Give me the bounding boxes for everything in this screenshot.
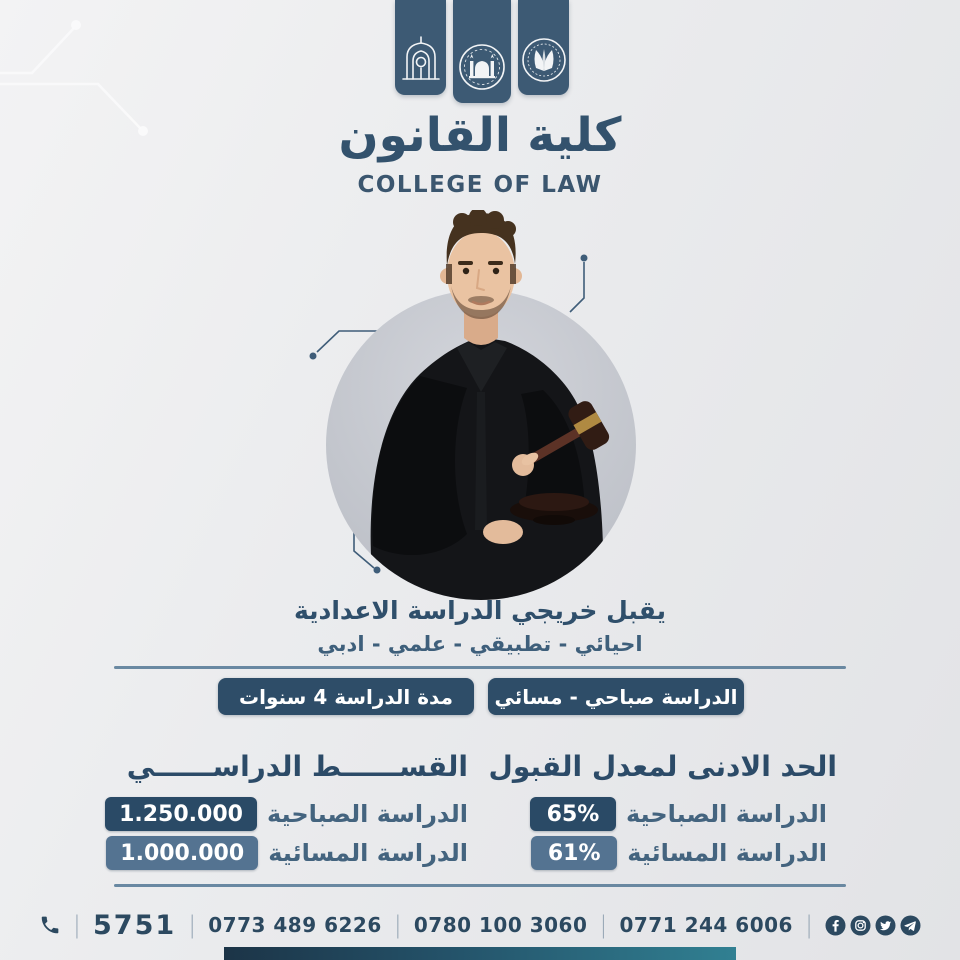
separator: | xyxy=(804,911,814,939)
separator: | xyxy=(599,911,608,939)
ministry-round-emblem-icon xyxy=(521,37,567,83)
ribbon-logo-right xyxy=(518,0,569,95)
judge-portrait xyxy=(317,210,647,602)
admission-morning-label: الدراسة الصباحية xyxy=(626,800,827,828)
admission-row-morning xyxy=(530,797,827,831)
bottom-accent-bar xyxy=(224,947,736,960)
separator: | xyxy=(188,911,197,939)
study-duration-badge: مدة الدراسة 4 سنوات xyxy=(218,678,474,715)
study-time-badge: الدراسة صباحي - مسائي xyxy=(488,678,744,715)
ribbon-logo-middle xyxy=(453,0,511,103)
admission-evening-label: الدراسة المسائية xyxy=(627,839,827,867)
contact-bar xyxy=(0,908,960,942)
tuition-evening-label: الدراسة المسائية xyxy=(268,839,468,867)
short-phone-number: 5751 xyxy=(93,909,177,941)
phone-icon xyxy=(39,914,61,936)
ribbon-logo-left xyxy=(395,0,446,95)
tuition-morning-value: 1.250.000 xyxy=(105,797,257,831)
admission-row-evening xyxy=(531,836,827,870)
phone-number-1: 0773 489 6226 xyxy=(208,913,382,937)
admission-morning-value: 65% xyxy=(530,797,616,831)
facebook-icon[interactable] xyxy=(825,915,846,936)
admission-branches-line: احيائي - تطبيقي - علمي - ادبي xyxy=(317,632,643,656)
tuition-section-title: القســــــط الدراســــــي xyxy=(126,750,468,783)
telegram-icon[interactable] xyxy=(900,915,921,936)
tuition-row-morning xyxy=(105,797,468,831)
shrine-line-emblem-icon xyxy=(401,35,441,83)
instagram-icon[interactable] xyxy=(850,915,871,936)
college-title-arabic: كلية القانون xyxy=(338,108,622,163)
admission-evening-value: 61% xyxy=(531,836,617,870)
college-title-english: COLLEGE OF LAW xyxy=(357,172,603,198)
holy-shrine-round-emblem-icon xyxy=(458,43,506,91)
social-icons xyxy=(825,915,921,936)
admission-section-title: الحد الادنى لمعدل القبول xyxy=(488,750,837,783)
separator: | xyxy=(393,911,402,939)
tuition-morning-label: الدراسة الصباحية xyxy=(267,800,468,828)
phone-number-2: 0780 100 3060 xyxy=(413,913,588,937)
twitter-icon[interactable] xyxy=(875,915,896,936)
tuition-row-evening xyxy=(106,836,468,870)
divider-top xyxy=(114,666,846,669)
phone-number-3: 0771 244 6006 xyxy=(619,913,793,937)
divider-bottom xyxy=(114,884,846,887)
tuition-evening-value: 1.000.000 xyxy=(106,836,258,870)
admission-intro-line: يقبل خريجي الدراسة الاعدادية xyxy=(293,596,667,625)
separator: | xyxy=(72,911,81,939)
